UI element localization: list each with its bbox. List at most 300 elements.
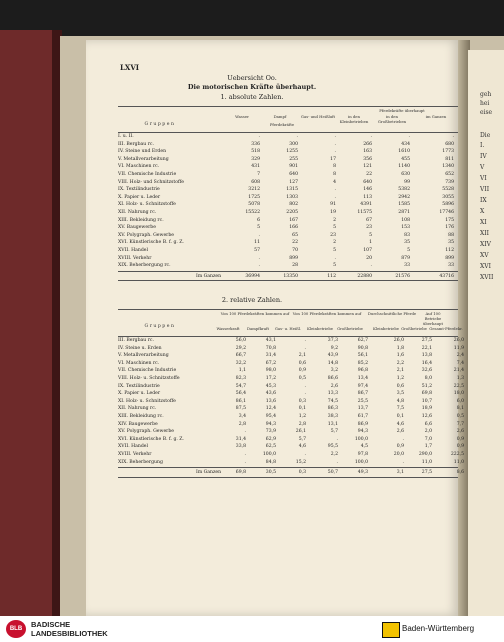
table-cell: 113	[363, 194, 372, 200]
table-row	[118, 255, 458, 263]
table-cell: 94,3	[265, 421, 276, 427]
table-cell: .	[336, 436, 338, 442]
next-page-text: V	[480, 164, 485, 171]
table-row	[118, 194, 458, 202]
table-cell: 85,2	[357, 360, 368, 366]
table-cell: 3212	[248, 187, 260, 193]
table-cell: 4	[333, 179, 336, 185]
table-cell: 91	[330, 202, 336, 208]
table-cell: .	[296, 134, 298, 139]
table-cell: 5528	[442, 187, 454, 193]
table-cell: 0,5	[456, 413, 464, 419]
table-cell: 0,1	[396, 413, 404, 419]
table-cell: .	[304, 451, 306, 457]
table-cell: 11	[254, 240, 260, 246]
table-cell: .	[244, 451, 246, 457]
table-cell: 8,0	[424, 375, 432, 381]
table-cell: 25,5	[357, 398, 368, 404]
table-row	[118, 148, 458, 156]
table-cell: 5	[369, 232, 372, 238]
table-row	[118, 421, 464, 429]
row-label: XI. Holz- u. Schnitzstoffe	[118, 202, 176, 208]
table-row	[118, 179, 458, 187]
total-row	[118, 273, 458, 281]
table-cell: 19	[330, 209, 336, 215]
row-label: XVI. Künstlerische B. f. g. Z.	[118, 240, 184, 246]
total-cell: 112	[327, 273, 336, 279]
table-cell: 97,4	[357, 383, 368, 389]
row-label: XVI. Künstlerische B. f. g. Z.	[118, 436, 184, 442]
table-cell: 121	[363, 164, 372, 170]
table-cell: 2	[333, 217, 336, 223]
table-cell: 16,4	[421, 360, 432, 366]
table-cell: .	[244, 459, 246, 465]
table-row	[118, 262, 458, 270]
column-header: Großbetriebe	[337, 326, 363, 331]
blb-logo-icon: BLB	[6, 620, 26, 638]
total-label: Im Ganzen	[196, 470, 222, 476]
table-cell: 43,6	[265, 391, 276, 397]
next-page-text: XII	[480, 230, 490, 237]
row-label: XII. Nahrung rc.	[118, 209, 157, 215]
total-cell: 69,8	[235, 470, 246, 476]
table-cell: .	[304, 345, 306, 351]
next-page-text: IV	[480, 153, 487, 160]
table-cell: 3,5	[396, 391, 404, 397]
total-cell: 8,6	[456, 470, 464, 476]
total-cell: 43716	[439, 273, 454, 279]
column-header: Kleinbetriebe	[306, 326, 334, 331]
column-header: Wasserkraft	[216, 326, 240, 331]
table-cell: 28	[292, 263, 298, 269]
table-cell: 329	[251, 156, 260, 162]
table-cell: 811	[445, 156, 454, 162]
table-cell: 0,3	[298, 398, 306, 404]
table-cell: 112	[445, 247, 454, 253]
table-cell: 1315	[286, 187, 298, 193]
table-cell: 1585	[398, 202, 410, 208]
table-row	[118, 209, 458, 217]
table-cell: 518	[251, 149, 260, 155]
header-gruppen: Gruppen	[144, 122, 176, 127]
next-page-text: XIV	[480, 241, 491, 248]
next-page-text: VI	[480, 175, 487, 182]
table-cell: .	[334, 149, 336, 155]
table-cell: 899	[445, 255, 454, 261]
table-cell: 17746	[439, 209, 454, 215]
table-cell: 96,8	[357, 368, 368, 374]
row-label: XV. Baugewerbe	[118, 225, 156, 231]
table-cell: 100,0	[354, 436, 368, 442]
table-row	[118, 398, 464, 406]
table-cell: 22,1	[421, 345, 432, 351]
table-cell: 899	[289, 255, 298, 261]
row-label: III. Bergbau rc.	[118, 338, 154, 343]
table-cell: 32,2	[235, 360, 246, 366]
table-cell: 33	[404, 263, 410, 269]
table-cell: 94,3	[357, 429, 368, 435]
column-header: Wasser	[235, 114, 249, 119]
table-cell: 153	[401, 225, 410, 231]
next-page-text: IX	[480, 197, 487, 204]
table-cell: 0,1	[298, 406, 306, 412]
table-row	[118, 405, 464, 413]
row-label: X. Papier u. Leder	[118, 194, 161, 200]
state-name: Baden-Württemberg	[402, 624, 475, 633]
next-page-text: VII	[480, 186, 490, 193]
row-label: XII. Nahrung rc.	[118, 406, 157, 412]
table-cell: 88	[448, 232, 454, 238]
table-cell: 9,2	[330, 345, 338, 351]
table-cell: 1303	[286, 194, 298, 200]
table-row	[118, 443, 464, 451]
column-header: Dampf	[273, 114, 287, 119]
table-cell: 2,1	[396, 368, 404, 374]
table-cell: 2871	[398, 209, 410, 215]
header-gruppen: Gruppen	[144, 324, 176, 329]
table-cell: 1,3	[456, 375, 464, 381]
table-cell: 45,3	[265, 383, 276, 389]
table-cell: 61,7	[357, 413, 368, 419]
table-cell: 175	[445, 217, 454, 223]
table-cell: 66,7	[235, 353, 246, 359]
table-cell: 901	[289, 164, 298, 170]
column-header: im Ganzen	[425, 114, 447, 119]
table-cell: 70,8	[265, 345, 276, 351]
table-row	[118, 345, 464, 353]
table-row	[118, 156, 458, 164]
table-cell: 1725	[248, 194, 260, 200]
table-cell: 255	[289, 156, 298, 162]
table-cell: 640	[289, 171, 298, 177]
table-cell: 13,7	[357, 406, 368, 412]
table-cell: .	[370, 263, 372, 269]
total-cell: 22880	[357, 273, 372, 279]
state-crest-icon	[382, 622, 400, 638]
row-label: XV. Polygraph. Gewerbe	[118, 232, 175, 238]
row-label: IX. Textilindustrie	[118, 187, 160, 193]
table-cell: 2942	[398, 194, 410, 200]
table-cell: 5	[333, 247, 336, 253]
table-cell: 802	[289, 202, 298, 208]
table-cell: 0,6	[396, 383, 404, 389]
table-cell: 4,6	[298, 444, 306, 450]
table1-body	[118, 133, 458, 281]
table-cell: .	[334, 134, 336, 139]
total-cell: 0,3	[298, 470, 306, 476]
table-cell: 54,7	[235, 383, 246, 389]
table-cell: .	[336, 459, 338, 465]
total-rule	[118, 271, 458, 272]
table-cell: 62,7	[357, 338, 368, 343]
table-row	[118, 383, 464, 391]
table-cell: 3055	[442, 194, 454, 200]
total-cell: 21576	[395, 273, 410, 279]
section-title-relative: 2. relative Zahlen.	[221, 296, 283, 304]
table-cell: 4,6	[396, 421, 404, 427]
table-cell: 23	[330, 232, 336, 238]
header-dampf-sub: Pferdekräfte	[269, 122, 295, 127]
table-cell: 8,1	[456, 406, 464, 412]
table-cell: 630	[401, 171, 410, 177]
table-cell: 18,9	[421, 406, 432, 412]
table-row	[118, 133, 458, 141]
table-cell: 266	[363, 141, 372, 147]
table-cell: 1,7	[424, 444, 432, 450]
table-cell: 0,9	[456, 436, 464, 442]
table-cell: .	[334, 255, 336, 261]
table-cell: .	[334, 187, 336, 193]
page-number: LXVI	[120, 63, 140, 72]
table-cell: 356	[363, 156, 372, 162]
table-cell: 1,6	[396, 353, 404, 359]
column-header: in den Kleinbetrieben	[339, 114, 369, 124]
table-cell: 82,3	[235, 375, 246, 381]
row-label: XV. Polygraph. Gewerbe	[118, 429, 175, 435]
book-cover	[0, 30, 62, 616]
table-cell: 86,9	[357, 421, 368, 427]
page-title: Uebersicht Oo.	[227, 74, 277, 82]
table-cell: .	[452, 134, 454, 139]
column-header: Gas- u. Heißl.	[274, 326, 302, 331]
table-row	[118, 367, 464, 375]
table-cell: 1610	[398, 149, 410, 155]
table-end-rule	[118, 280, 458, 281]
table-cell: 5	[257, 225, 260, 231]
header-group-pferdekraefte: Pferdekräfte überhaupt	[379, 108, 425, 113]
row-label: VII. Chemische Industrie	[118, 171, 177, 177]
table-cell: 70	[292, 247, 298, 253]
table-cell: 67	[366, 217, 372, 223]
table-cell: 38,3	[327, 413, 338, 419]
table-cell: 10,7	[421, 398, 432, 404]
header-group: Von 100 Pferdekräften kommen auf	[292, 311, 362, 316]
table-cell: 11575	[357, 209, 372, 215]
table-cell: 56,0	[235, 338, 246, 343]
table-cell: 11,0	[421, 459, 432, 465]
table-cell: 21,4	[453, 368, 464, 374]
table-cell: 127	[289, 179, 298, 185]
table-row	[118, 247, 458, 255]
library-name-line2: LANDESBIBLIOTHEK	[31, 629, 108, 638]
table-cell: 167	[289, 217, 298, 223]
table-cell: 879	[401, 255, 410, 261]
table-cell: 1255	[286, 149, 298, 155]
table-cell: 2,1	[298, 353, 306, 359]
row-label: XVII. Handel	[118, 247, 148, 253]
table-cell: 3,4	[238, 413, 246, 419]
table-cell: 5382	[398, 187, 410, 193]
table-cell: 0,6	[298, 360, 306, 366]
table-cell: 107	[363, 247, 372, 253]
table-cell: 13,8	[421, 353, 432, 359]
table-cell: 26,1	[295, 429, 306, 435]
table-cell: 100,0	[354, 459, 368, 465]
table-cell: 431	[251, 164, 260, 170]
table-cell: 1,8	[396, 345, 404, 351]
next-page-fragment	[468, 50, 504, 616]
table-cell: 608	[251, 179, 260, 185]
table-cell: .	[304, 338, 306, 343]
table-cell: 62,9	[265, 436, 276, 442]
table-cell: 455	[401, 156, 410, 162]
table-row	[118, 217, 458, 225]
table-cell: 99	[404, 179, 410, 185]
row-label: XIII. Bekleidung rc.	[118, 413, 164, 419]
table-row	[118, 436, 464, 444]
table-cell: 5078	[248, 202, 260, 208]
table-cell: 22	[366, 171, 372, 177]
table-cell: 6	[257, 217, 260, 223]
table-cell: 18,0	[453, 391, 464, 397]
header-group: Von 100 Pferdekräften kommen auf	[220, 311, 290, 316]
table-cell: 2,2	[396, 360, 404, 366]
next-page-text: XVI	[480, 263, 491, 270]
table-cell: 27,5	[421, 338, 432, 343]
row-label: VIII. Holz- und Schnitzstoffe	[118, 179, 184, 185]
table-cell: 33	[448, 263, 454, 269]
table-cell: 69,8	[421, 391, 432, 397]
table-cell: 31,4	[265, 353, 276, 359]
table-cell: 84,8	[265, 459, 276, 465]
total-cell: 30,5	[265, 470, 276, 476]
table-cell: 20,0	[393, 451, 404, 457]
column-header: Gesamt-Pferdekr.	[429, 326, 463, 331]
total-cell: 36994	[245, 273, 260, 279]
table-cell: 5896	[442, 202, 454, 208]
table-cell: 166	[289, 225, 298, 231]
table-cell: .	[258, 255, 260, 261]
total-row	[118, 469, 464, 477]
table-cell: 22	[292, 240, 298, 246]
table-row	[118, 428, 464, 436]
row-label: IV. Steine u. Erden	[118, 345, 162, 351]
table-cell: 2,8	[298, 421, 306, 427]
row-label: XIV. Baugewerbe	[118, 421, 158, 427]
row-label: XVIII. Verkehr	[118, 451, 152, 457]
table-cell: 14,8	[327, 360, 338, 366]
table-cell: .	[244, 429, 246, 435]
row-label: XIII. Bekleidung rc.	[118, 217, 164, 223]
table-cell: 35	[448, 240, 454, 246]
table-cell: 3,2	[330, 368, 338, 374]
table-cell: 0,9	[456, 444, 464, 450]
table-cell: 83	[404, 232, 410, 238]
column-header: Dampfkraft	[246, 326, 270, 331]
header-group: Auf 100 Betriebe überhaupt	[422, 311, 444, 326]
total-cell: 3,1	[396, 470, 404, 476]
row-label: XIX. Beherbergung	[118, 459, 163, 465]
table-cell: 37,3	[327, 338, 338, 343]
row-label: XVII. Handel	[118, 444, 148, 450]
table-row	[118, 201, 458, 209]
table-cell: 56,4	[235, 391, 246, 397]
table-cell: 2,8	[238, 421, 246, 427]
table-cell: 26,0	[393, 338, 404, 343]
table-cell: 73,9	[265, 429, 276, 435]
library-name-line1: BADISCHE	[31, 620, 71, 629]
table-cell: 86,3	[327, 406, 338, 412]
table-cell: 15522	[245, 209, 260, 215]
table-cell: 7	[257, 171, 260, 177]
table-cell: 5	[407, 247, 410, 253]
table-row	[118, 352, 464, 360]
table-cell: .	[402, 459, 404, 465]
table-cell: 51,2	[421, 383, 432, 389]
table-cell: 11,0	[453, 459, 464, 465]
table2-body	[118, 337, 464, 478]
table-cell: 6,0	[456, 398, 464, 404]
table-cell: 11,9	[453, 345, 464, 351]
table-cell: 222,5	[450, 451, 464, 457]
column-header: Großbetriebe	[401, 326, 427, 331]
table-cell: 2,6	[456, 429, 464, 435]
table-cell: 95,5	[327, 444, 338, 450]
table-cell: 108	[401, 217, 410, 223]
table-cell: 97,8	[357, 451, 368, 457]
row-label: IX. Textilindustrie	[118, 383, 160, 389]
header-group: Durchschnittliche Pferde	[367, 311, 417, 316]
table-cell: .	[258, 134, 260, 139]
table-cell: 300	[289, 141, 298, 147]
table-cell: 29,2	[235, 345, 246, 351]
table-cell: 336	[251, 141, 260, 147]
row-label: XVIII. Verkehr	[118, 255, 152, 261]
table-cell: 2,4	[456, 353, 464, 359]
table-cell: 22,5	[453, 383, 464, 389]
table-cell: 33,8	[235, 444, 246, 450]
table-cell: 2,6	[330, 383, 338, 389]
row-label: V. Metallverarbeitung	[118, 156, 169, 162]
table-cell: 146	[363, 187, 372, 193]
table-cell: 7,0	[424, 436, 432, 442]
table-cell: 74,5	[327, 398, 338, 404]
table-cell: 5,7	[298, 436, 306, 442]
table-cell: 67,2	[265, 360, 276, 366]
row-label: XIX. Beherbergung rc.	[118, 263, 171, 269]
table-cell: 86,6	[327, 375, 338, 381]
table-cell: 13,6	[265, 398, 276, 404]
table-row	[118, 390, 464, 398]
table-cell: 640	[363, 179, 372, 185]
row-label: VII. Chemische Industrie	[118, 368, 177, 374]
row-label: I. u. II.	[118, 134, 134, 139]
table-cell: 13,4	[357, 375, 368, 381]
total-cell: 49,3	[357, 470, 368, 476]
page-subtitle: Die motorischen Kräfte überhaupt.	[187, 83, 317, 91]
table2-top-rule	[118, 309, 458, 310]
total-cell: 50,7	[327, 470, 338, 476]
table-cell: 1	[369, 240, 372, 246]
row-label: VI. Maschinen rc.	[118, 360, 160, 366]
table-cell: 2205	[286, 209, 298, 215]
row-label: XI. Holz- u. Schnitzstoffe	[118, 398, 176, 404]
column-header: Gas- und Heißluft	[300, 114, 336, 119]
table-cell: 4,5	[360, 444, 368, 450]
table-cell: 8	[333, 171, 336, 177]
table-cell: 4391	[360, 202, 372, 208]
total-label: Im Ganzen	[196, 273, 222, 279]
table-cell: .	[304, 383, 306, 389]
table-row	[118, 451, 464, 459]
table-cell: 86,1	[235, 398, 246, 404]
table-cell: 100,0	[262, 451, 276, 457]
table-cell: 1140	[398, 164, 410, 170]
table-row	[118, 141, 458, 149]
total-cell: 27,5	[421, 470, 432, 476]
table-cell: 1773	[442, 149, 454, 155]
table-cell: 26,0	[453, 338, 464, 343]
